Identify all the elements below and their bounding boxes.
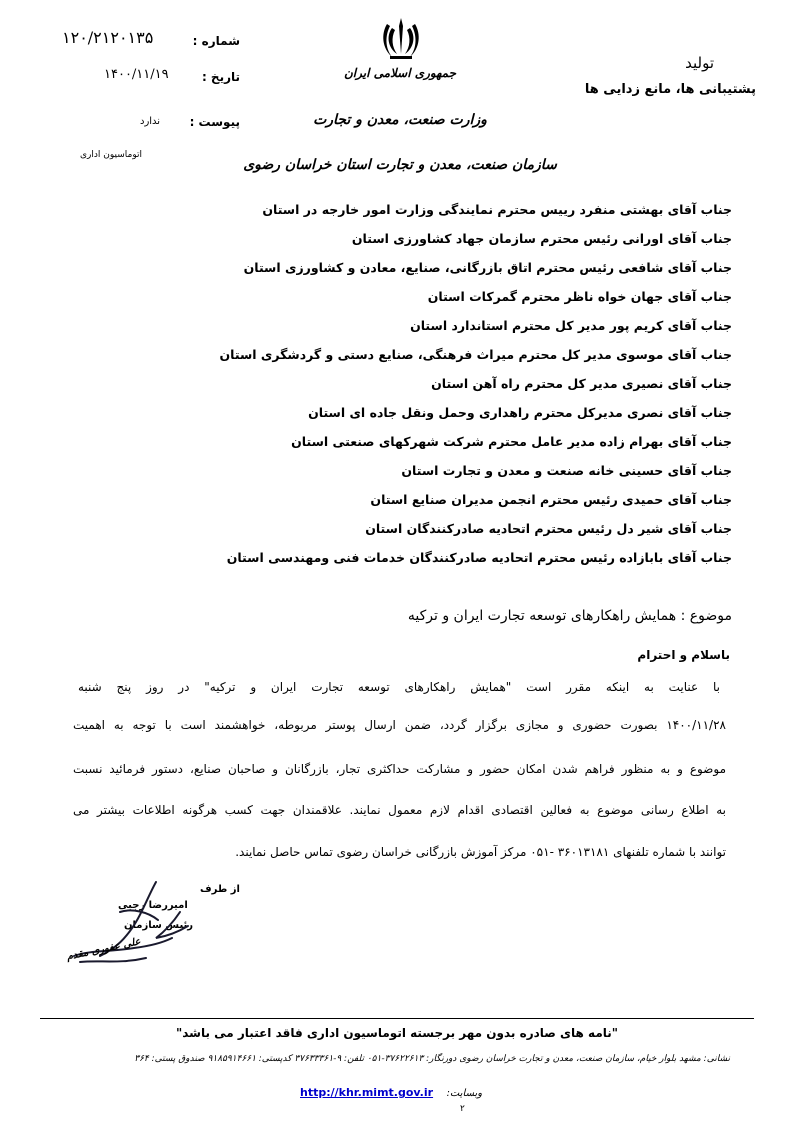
republic-title: جمهوری اسلامی ایران — [343, 66, 457, 80]
footer-website-row — [300, 1086, 482, 1099]
attachment-value: ندارد — [140, 116, 161, 127]
body-line: ۱۴۰۰/۱۱/۲۸ بصورت حضوری و مجازی برگزار گردد، ضمن ارسال پوستر مربوطه، خواهشمند است با توجه به اهمیت — [73, 718, 726, 732]
body-line: توانند با شماره تلفنهای ۳۶۰۱۳۱۸۱ -۰۵۱ مرکز آموزش بازرگانی خراسان رضوی تماس حاصل نمایند. — [235, 845, 726, 859]
signatory-title: رئیس سازمان — [124, 920, 194, 931]
attachment-label: پیوست : — [189, 115, 240, 129]
website-label: وبسایت: — [446, 1088, 483, 1099]
letter-subject: موضوع : همایش راهکارهای توسعه تجارت ایران و ترکیه — [407, 608, 732, 624]
body-line: موضوع و به منظور فراهم شدن امکان حضور و مشارکت حداکثری تجار، بازرگانان و صاحبان صنایع، دستور فرمائید نسبت — [73, 762, 726, 776]
recipient-line: جناب آقای نصری مدیرکل محترم راهداری وحمل ونقل جاده ای استان — [308, 405, 732, 420]
recipient-line: جناب آقای شافعی رئیس محترم اتاق بازرگانی، صنایع، معادن و کشاورزی استان — [243, 260, 732, 275]
organization-title: سازمان صنعت، معدن و تجارت استان خراسان رضوی — [243, 157, 557, 173]
recipient-line: جناب آقای نصیری مدیر کل محترم راه آهن استان — [431, 376, 732, 391]
recipient-line: جناب آقای اورانی رئیس محترم سازمان جهاد کشاورزی استان — [351, 231, 732, 246]
website-link[interactable]: http://khr.mimt.gov.ir — [300, 1086, 434, 1099]
recipient-line: جناب آقای موسوی مدیر کل محترم میراث فرهنگی، صنایع دستی و گردشگری استان — [219, 347, 732, 362]
letter-number-label: شماره : — [192, 34, 240, 48]
body-line: به اطلاع رسانی موضوع به فعالین اقتصادی اقدام لازم معمول نمایند. علاقمندان جهت کسب هرگونه اطلاعات بیشتر می — [73, 803, 726, 817]
footer-divider — [40, 1018, 754, 1019]
ministry-title: وزارت صنعت، معدن و تجارت — [313, 112, 487, 128]
letter-date-label: تاریخ : — [201, 70, 240, 84]
greeting: باسلام و احترام — [637, 648, 730, 662]
recipient-line: جناب آقای شیر دل رئیس محترم اتحادیه صادرکنندگان استان — [365, 521, 732, 536]
handwritten-signature-text: علی عفوری مقدم — [65, 936, 142, 963]
automation-label: اتوماسیون اداری — [80, 150, 142, 160]
signatory-name: امیررضا رجبی — [118, 900, 188, 911]
validity-notice: "نامه های صادره بدون مهر برجسته اتوماسیون اداری فاقد اعتبار می باشد" — [175, 1026, 619, 1040]
signature-from-label: از طرف — [200, 884, 240, 895]
recipient-line: جناب آقای بهرام زاده مدیر عامل محترم شرکت شهرکهای صنعتی استان — [291, 434, 732, 449]
recipient-line: جناب آقای حمیدی رئیس محترم انجمن مدیران صنایع استان — [370, 492, 732, 507]
body-line: با عنایت به اینکه مقرر است "همایش راهکارهای توسعه تجارت ایران و ترکیه" در روز پنج شنبه — [78, 680, 720, 694]
recipient-line: جناب آقای بابازاده رئیس محترم اتحادیه صادرکنندگان خدمات فنی ومهندسی استان — [226, 550, 732, 565]
letter-number-value: ۱۲۰/۲۱۲۰۱۳۵ — [62, 28, 154, 47]
handwritten-signature — [60, 872, 220, 972]
letter-date-value: ۱۴۰۰/۱۱/۱۹ — [104, 67, 169, 82]
footer-address: نشانی: مشهد بلوار خیام، سازمان صنعت، معدن و تجارت خراسان رضوی دورنگار: ۳۷۶۲۲۶۱۳-۰۵۱ تلفن: ۹-۳۷۶۳۳۳۶۱ کدپستی: ۹۱۸۵۹۱۴۶۶۱ صندوق پستی: ۳۶۴ — [134, 1054, 730, 1064]
iran-emblem-icon — [380, 14, 422, 60]
recipient-line: جناب آقای حسینی خانه صنعت و معدن و تجارت استان — [401, 463, 732, 478]
recipient-line: جناب آقای کریم پور مدیر کل محترم استاندارد استان — [410, 318, 732, 333]
department-line-1: تولید — [685, 54, 714, 72]
recipient-line: جناب آقای بهشتی منفرد رییس محترم نمایندگی وزارت امور خارجه در استان — [262, 202, 732, 217]
recipient-line: جناب آقای جهان خواه ناظر محترم گمرکات استان — [427, 289, 732, 304]
page-mark: ۲ — [460, 1104, 465, 1114]
department-line-2: پشتیبانی ها، مانع زدایی ها — [584, 82, 756, 97]
